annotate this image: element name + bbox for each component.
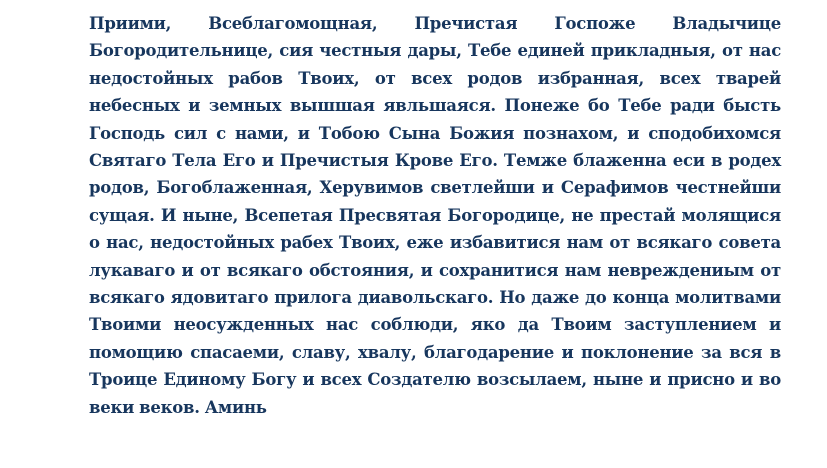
prayer-document: [89, 10, 781, 421]
prayer-text: Приими, Всеблагомощная, Пречистая Госпоже Владычице Богородительнице, сия честныя дары, Тебе единей прикладныя, от нас недостойных рабов Твоих, от всех родов избранная, всех тварей небесных и земных вышшая явльшаяся. Понеже бо Тебе ради бысть Господь сил с нами, и Тобою Сына Божия познахом, и сподобихомся Святаго Тела Его и Пречистыя Крове Его. Темже блаженна еси в родех родов, Богоблаженная, Херувимов светлейши и Серафимов честнейши сущая. И ныне, Всепетая Пресвятая Богородице, не престай молящися о нас, недостойных рабех Твоих, еже избавитися нам от всякаго совета лукаваго и от всякаго обстояния, и сохранитися нам невреждениым от всякаго ядовитаго прилога диавольскаго. Но даже до конца молитвами Твоими неосужденных нас соблюди, яко да Твоим заступлением и помощию спасаеми, славу, хвалу, благодарение и поклонение за вся в Троице Единому Богу и всех Создателю возсылаем, ныне и присно и во веки веков. Аминь: [89, 14, 781, 417]
